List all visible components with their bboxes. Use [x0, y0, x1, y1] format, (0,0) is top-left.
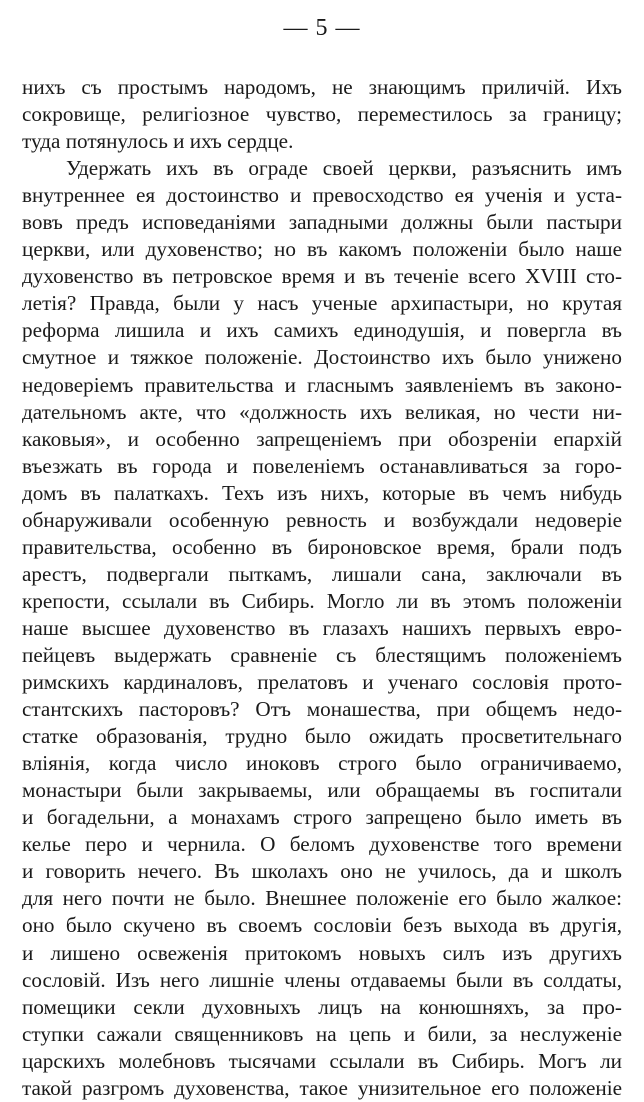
text-line: обнаруживали особенную ревность и возбуждали недоверіе: [22, 507, 622, 532]
text-line: домъ въ палаткахъ. Техъ изъ нихъ, которые въ чемъ нибудь: [22, 480, 622, 505]
text-line: духовенство въ петровское время и въ теченіе всего XVIII сто-: [22, 264, 622, 289]
text-line: летія? Правда, были у насъ ученые архипастыри, но крутая: [22, 291, 622, 316]
text-line: оно было скучено въ своемъ сословіи безъ выхода въ другія,: [22, 913, 622, 938]
text-line: такой разгромъ духовенства, такое унизительное его положеніе: [22, 1075, 622, 1100]
text-line: римскихъ кардиналовъ, прелатовъ и ученаго сословія прото-: [22, 670, 622, 695]
text-line: реформа лишила и ихъ самихъ единодушія, и повергла въ: [22, 318, 622, 343]
text-line: монастыри были закрываемы, или обращаемы въ госпитали: [22, 778, 622, 803]
text-line: внутреннее ея достоинство и превосходство ея ученія и уста-: [22, 183, 622, 208]
text-line: арестъ, подвергали пыткамъ, лишали сана, заключали въ: [22, 561, 622, 586]
text-line: царскихъ молебновъ тысячами ссылали въ Сибирь. Могъ ли: [22, 1048, 622, 1073]
text-line: смутное и тяжкое положеніе. Достоинство ихъ было унижено: [22, 345, 622, 370]
text-line: пейцевъ выдержать сравненіе съ блестящимъ положеніемъ: [22, 642, 622, 667]
text-line: каковыя», и особенно запрещеніемъ при обозреніи епархій: [22, 426, 622, 451]
text-line: правительства, особенно въ бироновское время, брали подъ: [22, 534, 622, 559]
text-line: туда потянулось и ихъ сердце.: [22, 129, 294, 154]
text-line: недоверіемъ правительства и гласнымъ заявленіемъ въ законо-: [22, 372, 622, 397]
text-line: вліянія, когда число иноковъ строго было ограничиваемо,: [22, 751, 622, 776]
text-line: наше высшее духовенство въ глазахъ нашихъ первыхъ евро-: [22, 615, 622, 640]
text-line: дательномъ акте, что «должность ихъ великая, но чести ни-: [22, 399, 622, 424]
text-line: и говорить нечего. Въ школахъ оно не училось, да и школъ: [22, 859, 622, 884]
text-line: ступки сажали священниковъ на цепь и били, за неслуженіе: [22, 1021, 622, 1046]
text-line: Удержать ихъ въ ограде своей церкви, разъяснить имъ: [66, 156, 622, 181]
text-line: въезжать въ города и повеленіемъ останавливаться за горо-: [22, 453, 622, 478]
text-line: помещики секли духовныхъ лицъ на конюшняхъ, за про-: [22, 994, 622, 1019]
text-line: для него почти не было. Внешнее положеніе его было жалкое:: [22, 886, 622, 911]
text-line: вовъ предъ исповеданіями западными должны были пастыри: [22, 210, 622, 235]
text-line: стантскихъ пасторовъ? Отъ монашества, при общемъ недо-: [22, 697, 622, 722]
text-line: и богадельни, а монахамъ строго запрещено было иметь въ: [22, 805, 622, 830]
text-line: нихъ съ простымъ народомъ, не знающимъ приличій. Ихъ: [22, 75, 622, 99]
text-line: келье перо и чернила. О беломъ духовенстве того времени: [22, 832, 622, 857]
page-number: — 5 —: [283, 15, 361, 41]
text-line: сословій. Изъ него лишніе члены отдаваемы были въ солдаты,: [22, 967, 622, 992]
text-line: церкви, или духовенство; но въ какомъ положеніи было наше: [22, 237, 622, 262]
text-line: сокровище, религіозное чувство, переместилось за границу;: [22, 102, 622, 127]
text-line: и лишено освеженія притокомъ новыхъ силъ изъ другихъ: [22, 940, 622, 965]
body-text: [22, 74, 622, 1102]
text-line: крепости, ссылали въ Сибирь. Могло ли въ этомъ положеніи: [22, 588, 622, 613]
text-line: статке образованія, трудно было ожидать просветительнаго: [22, 724, 622, 749]
